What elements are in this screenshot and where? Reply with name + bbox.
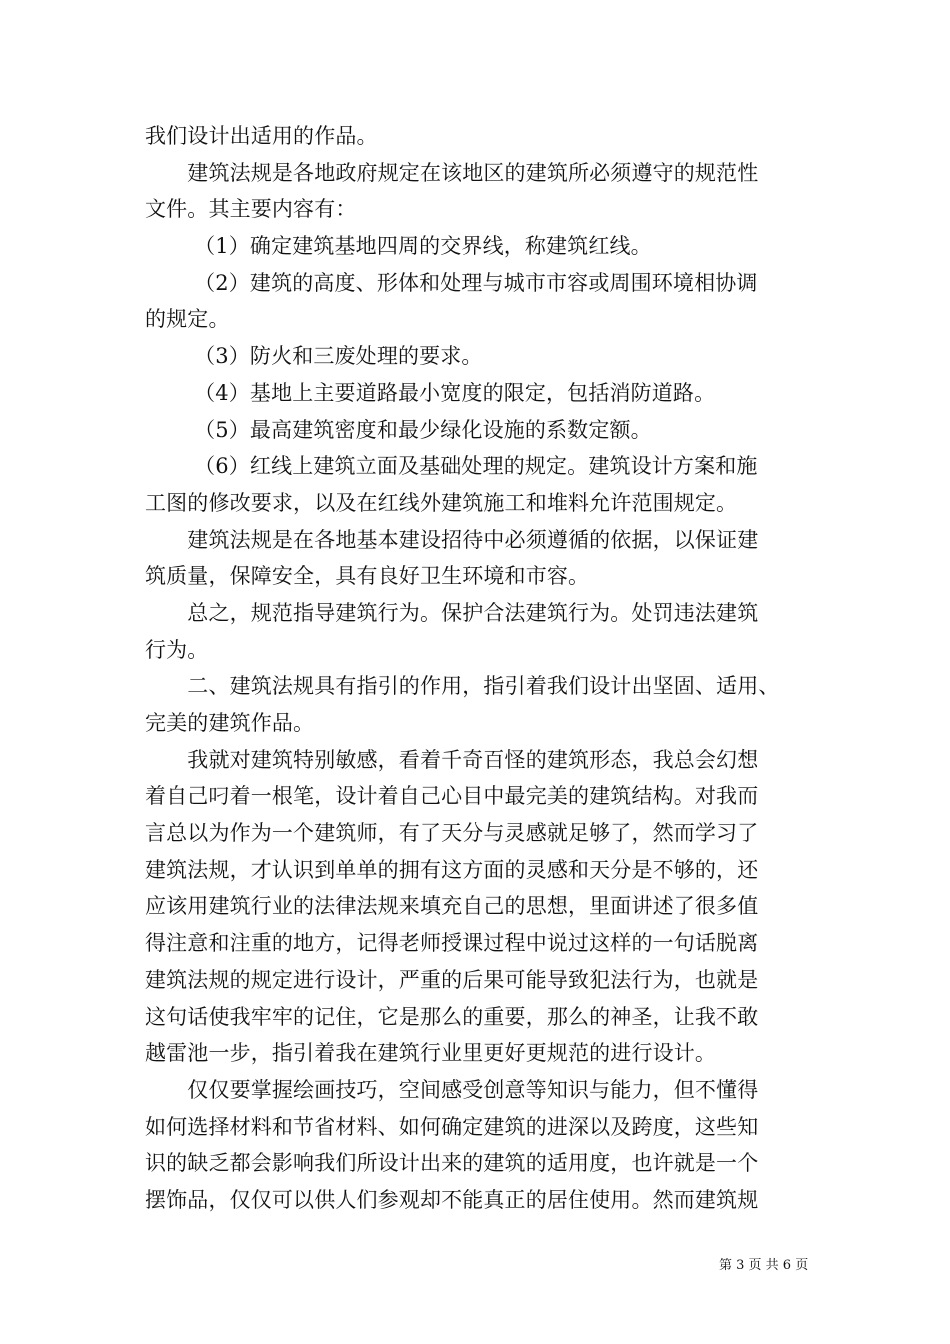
text-line: 这句话使我牢牢的记住，它是那么的重要，那么的神圣，让我不敢 [145,1004,759,1029]
text-line: 识的缺乏都会影响我们所设计出来的建筑的适用度，也许就是一个 [145,1151,759,1176]
text-line: （2）建筑的高度、形体和处理与城市市容或周围环境相协调 [145,270,758,295]
text-line: 应该用建筑行业的法律法规来填充自己的思想，里面讲述了很多值 [145,894,759,919]
body-text [145,118,807,1219]
text-line: 总之，规范指导建筑行为。保护合法建筑行为。处罚违法建筑 [145,600,759,625]
text-line: （1）确定建筑基地四周的交界线，称建筑红线。 [145,234,652,259]
text-line: 工图的修改要求，以及在红线外建筑施工和堆料允许范围规定。 [145,490,738,515]
text-line: （4）基地上主要道路最小宽度的限定，包括消防道路。 [145,380,716,405]
text-line: 筑质量，保障安全，具有良好卫生环境和市容。 [145,564,590,589]
text-line: 的规定。 [145,307,230,332]
text-line: （3）防火和三废处理的要求。 [145,344,483,369]
text-line: 言总以为作为一个建筑师，有了天分与灵感就足够了，然而学习了 [145,821,759,846]
text-line: 建筑法规，才认识到单单的拥有这方面的灵感和天分是不够的，还 [145,857,759,882]
text-line: 文件。其主要内容有： [145,197,357,222]
text-line: 我就对建筑特别敏感，看着千奇百怪的建筑形态，我总会幻想 [145,747,759,772]
text-line: 如何选择材料和节省材料、如何确定建筑的进深以及跨度，这些知 [145,1114,759,1139]
text-line: 建筑法规的规定进行设计，严重的后果可能导致犯法行为，也就是 [145,967,759,992]
text-line: 得注意和注重的地方，记得老师授课过程中说过这样的一句话脱离 [145,931,759,956]
text-line: 建筑法规是在各地基本建设招待中必须遵循的依据，以保证建 [145,527,759,552]
text-line: （5）最高建筑密度和最少绿化设施的系数定额。 [145,417,652,442]
text-line: 建筑法规是各地政府规定在该地区的建筑所必须遵守的规范性 [145,160,759,185]
text-line: （6）红线上建筑立面及基础处理的规定。建筑设计方案和施 [145,454,758,479]
text-line: 我们设计出适用的作品。 [145,124,378,148]
text-line: 着自己叼着一根笔，设计着自己心目中最完美的建筑结构。对我而 [145,784,759,809]
page-number-footer: 第 3 页 共 6 页 [719,1258,809,1273]
text-line: 仅仅要掌握绘画技巧，空间感受创意等知识与能力，但不懂得 [145,1077,759,1102]
text-line: 摆饰品，仅仅可以供人们参观却不能真正的居住使用。然而建筑规 [145,1187,759,1212]
text-line: 二、建筑法规具有指引的作用，指引着我们设计出坚固、适用、 [145,674,780,699]
text-line: 行为。 [145,637,209,662]
text-line: 完美的建筑作品。 [145,711,315,735]
text-line: 越雷池一步，指引着我在建筑行业里更好更规范的进行设计。 [145,1041,717,1066]
